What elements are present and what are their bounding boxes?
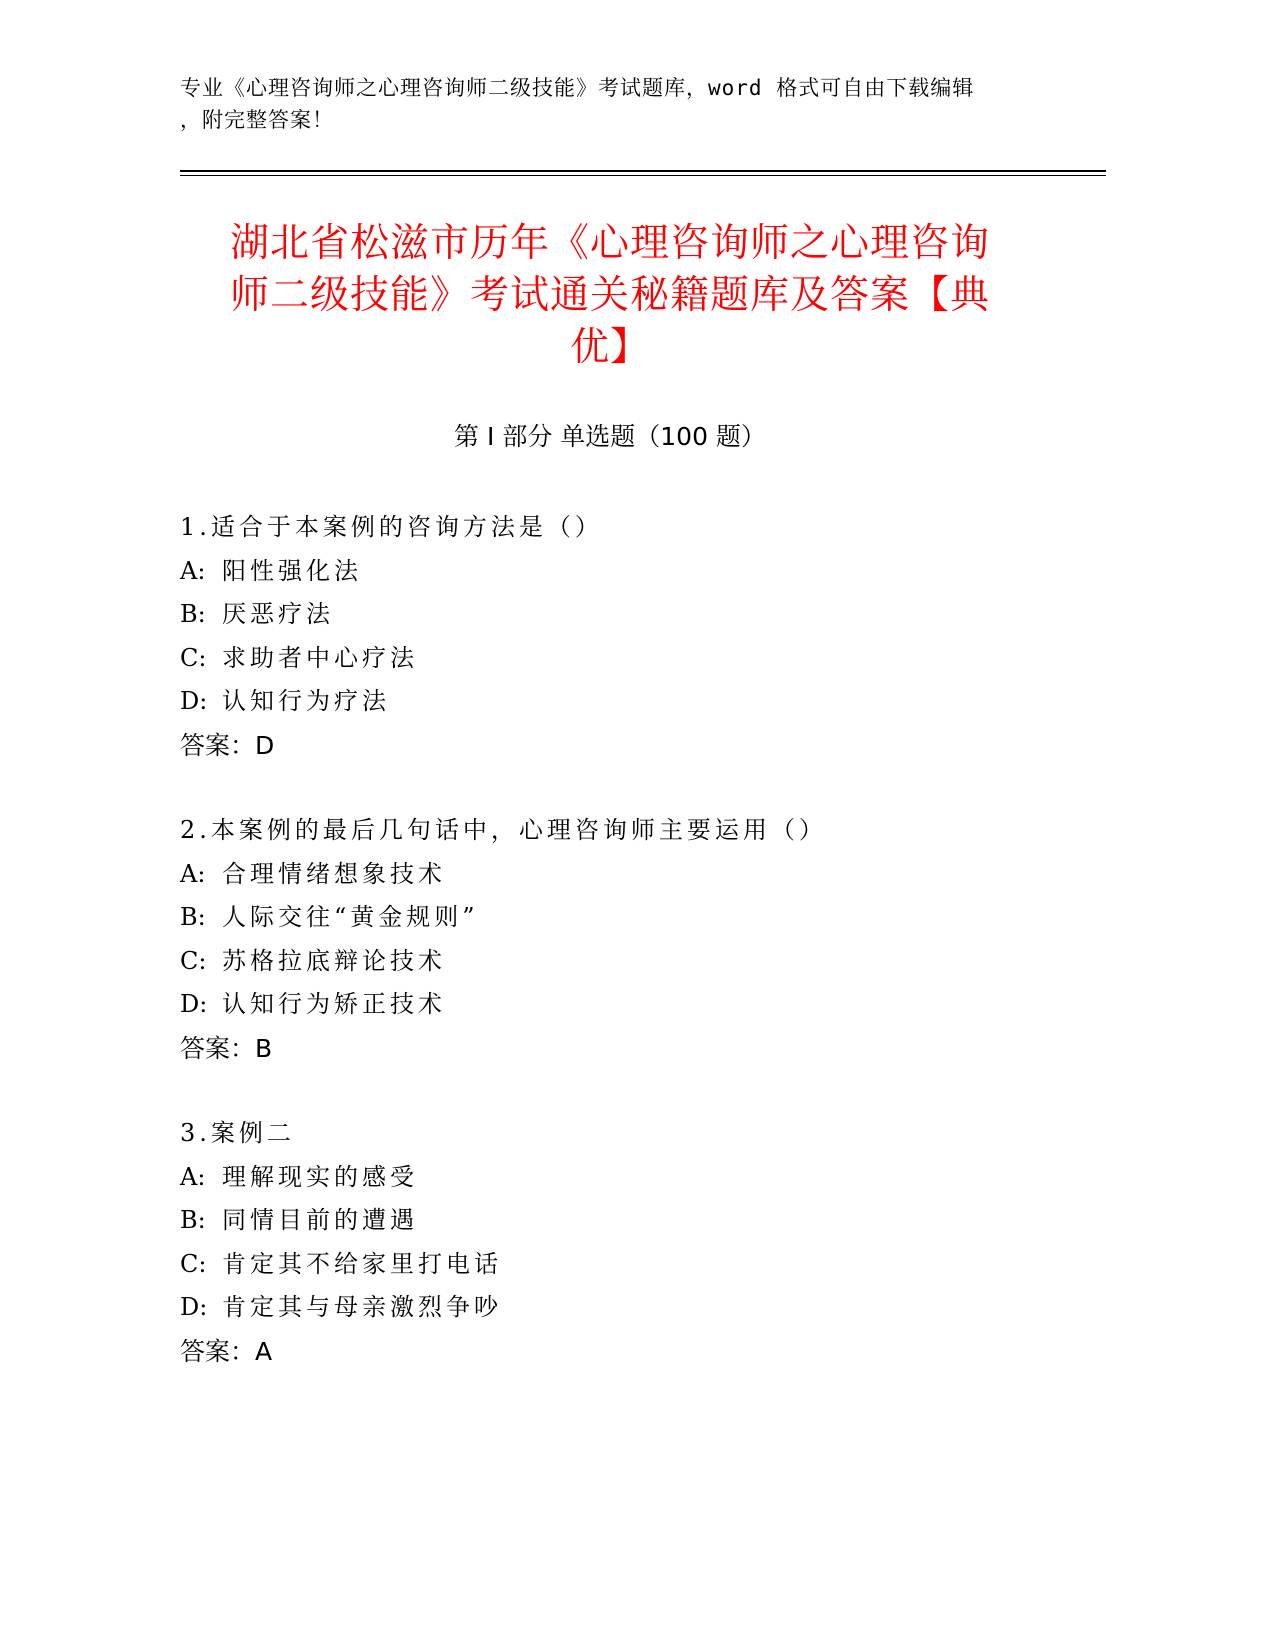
option-letter: B: xyxy=(180,1206,206,1234)
option-letter: A: xyxy=(180,1162,206,1191)
option-letter: A: xyxy=(180,859,206,888)
option-a xyxy=(180,1156,1040,1200)
option-letter: C: xyxy=(180,1249,207,1278)
option-text: 理解现实的感受 xyxy=(222,1162,418,1191)
option-letter: B: xyxy=(180,600,206,628)
option-text: 苏格拉底辩论技术 xyxy=(222,946,446,975)
header-note-line-1: 专业《心理咨询师之心理咨询师二级技能》考试题库，word 格式可自由下载编辑 xyxy=(180,76,975,100)
option-letter: D: xyxy=(180,990,208,1018)
option-d xyxy=(180,680,1040,724)
option-letter: C: xyxy=(180,643,207,672)
question-list xyxy=(180,506,1040,1415)
document-title-line-1: 湖北省松滋市历年《心理咨询师之心理咨询 xyxy=(229,221,990,266)
option-c xyxy=(180,940,1040,984)
option-b xyxy=(180,593,1040,637)
option-letter: D: xyxy=(180,687,208,715)
option-text: 认知行为矫正技术 xyxy=(222,990,446,1018)
header-note-line-2: ，附完整答案！ xyxy=(180,108,334,132)
question-1 xyxy=(180,506,1040,767)
answer-line: 答案：A xyxy=(180,1336,273,1366)
header-note xyxy=(180,72,1040,136)
header-divider-thick xyxy=(180,170,1106,172)
option-text: 求助者中心疗法 xyxy=(222,643,418,672)
option-d xyxy=(180,1286,1040,1330)
option-text: 认知行为疗法 xyxy=(222,687,390,715)
document-title xyxy=(180,218,1040,374)
option-letter: A: xyxy=(180,556,206,585)
question-3 xyxy=(180,1112,1040,1373)
document-title-line-3: 优】 xyxy=(569,325,650,370)
option-text: 合理情绪想象技术 xyxy=(222,859,446,888)
question-2 xyxy=(180,809,1040,1070)
answer-line: 答案：B xyxy=(180,1033,273,1063)
option-c xyxy=(180,1243,1040,1287)
option-a xyxy=(180,550,1040,594)
option-text: 人际交往“黄金规则” xyxy=(222,903,479,931)
option-text: 同情目前的遭遇 xyxy=(222,1206,418,1234)
option-letter: C: xyxy=(180,946,207,975)
question-stem: 2.本案例的最后几句话中，心理咨询师主要运用（） xyxy=(180,816,827,844)
question-stem: 1.适合于本案例的咨询方法是（） xyxy=(180,513,603,541)
option-a xyxy=(180,853,1040,897)
option-text: 肯定其与母亲激烈争吵 xyxy=(222,1293,502,1321)
option-letter: B: xyxy=(180,903,206,931)
option-b xyxy=(180,1199,1040,1243)
header-divider-thin xyxy=(180,175,1106,176)
option-c xyxy=(180,637,1040,681)
option-d xyxy=(180,983,1040,1027)
option-text: 阳性强化法 xyxy=(222,556,362,585)
document-title-line-2: 师二级技能》考试通关秘籍题库及答案【典 xyxy=(229,273,990,318)
option-text: 厌恶疗法 xyxy=(222,600,334,628)
option-b xyxy=(180,896,1040,940)
answer-line: 答案：D xyxy=(180,730,275,760)
section-heading: 第 I 部分 单选题（100 题） xyxy=(454,422,766,451)
option-text: 肯定其不给家里打电话 xyxy=(222,1249,502,1278)
question-stem: 3.案例二 xyxy=(180,1119,295,1147)
option-letter: D: xyxy=(180,1293,208,1321)
